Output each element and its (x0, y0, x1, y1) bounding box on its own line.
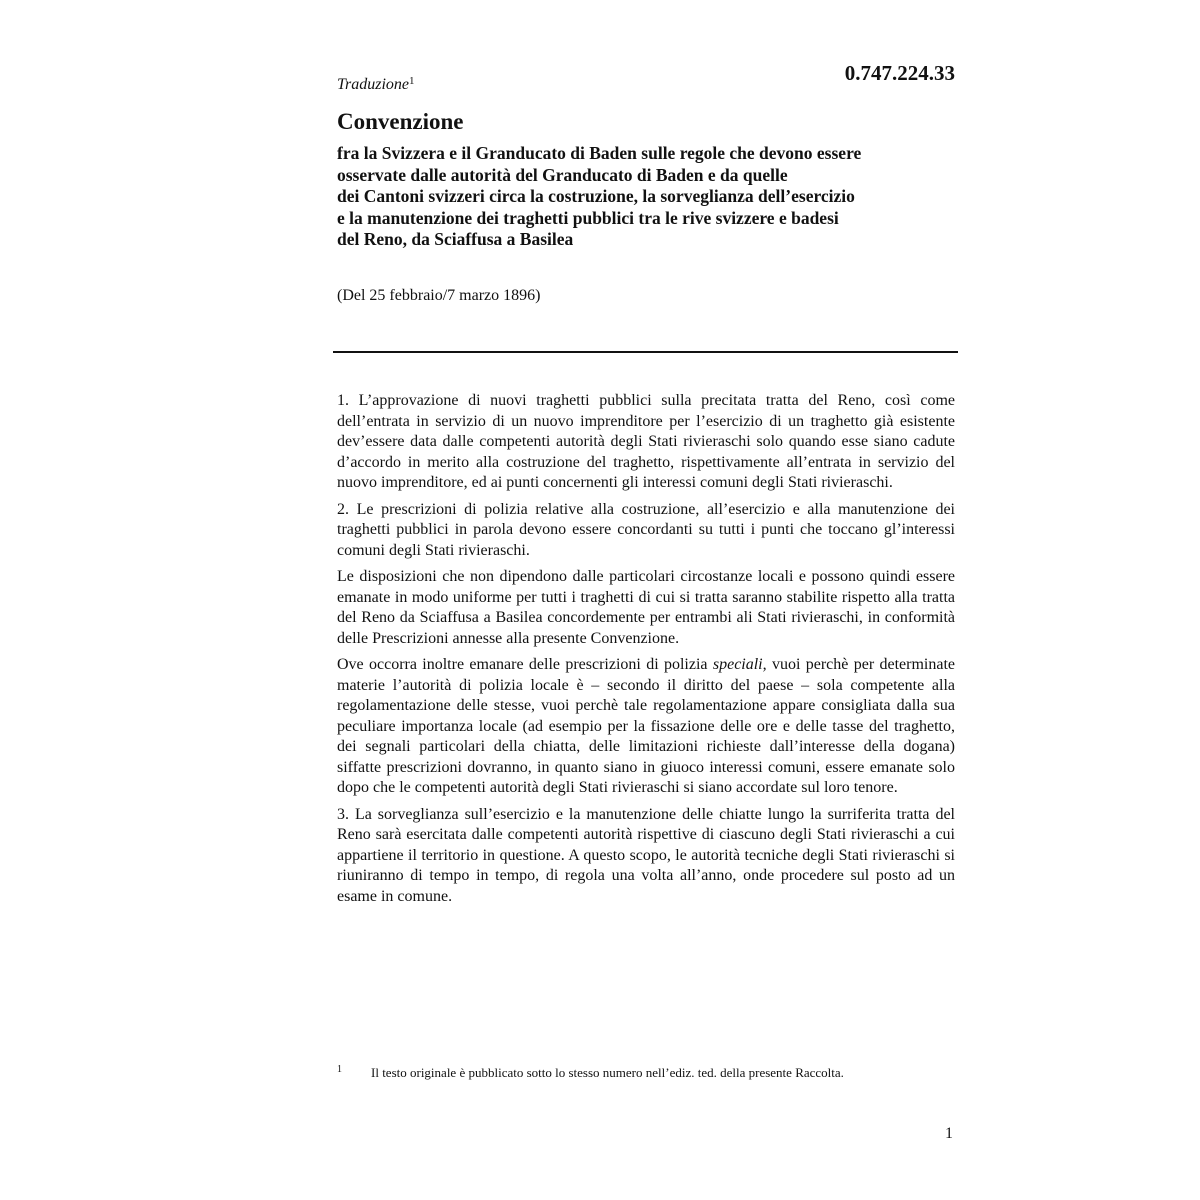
translation-label-text: Traduzione (337, 76, 410, 93)
paragraph-general-provisions: Le disposizioni che non dipendono dalle particolari circostanze locali e possono quindi essere emanate in modo uniforme per tutti i traghetti di cui si tratta saranno stabilite rispetto alla tratta del Reno da Sciaffusa a Basilea concordemente per entrambi ali Stati rivieraschi, in conformità delle Prescrizioni annesse alla presente Convenzione. (337, 568, 955, 647)
document-number: 0.747.224.33 (844, 61, 955, 85)
paragraph-article-2: 2. Le prescrizioni di polizia relative alla costruzione, all’esercizio e alla manutenzione dei traghetti pubblici in parola devono essere concordanti su tutti i punti che toccano gl’interessi comuni degli Stati rivieraschi. (337, 500, 955, 559)
header-separator-rule (333, 351, 958, 353)
translation-label (337, 75, 415, 94)
document-body (337, 391, 955, 913)
footnote-reference[interactable]: 1 (409, 75, 415, 87)
footnote-text: Il testo originale è pubblicato sotto lo stesso numero nell’ediz. ted. della presente Raccolta. (371, 1065, 844, 1080)
subtitle-line: del Reno, da Sciaffusa a Basilea (337, 229, 574, 249)
paragraph-special-provisions (337, 655, 955, 799)
paragraph-article-3: 3. La sorveglianza sull’esercizio e la manutenzione delle chiatte lungo la surriferita tratta del Reno sarà esercitata dalle competenti autorità rispettive di ciascuno degli Stati rivieraschi a cui appartiene il territorio in questione. A questo scopo, le autorità tecniche degli Stati rivieraschi si riuniranno di tempo in tempo, di regola una volta all’anno, onde procedere sul posto ad un esame in comune. (337, 805, 955, 905)
subtitle-line: osservate dalle autorità del Granducato di Baden e da quelle (337, 164, 788, 185)
subtitle-line: e la manutenzione dei traghetti pubblici tra le rive svizzere e badesi (337, 207, 839, 228)
paragraph-article-1: 1. L’approvazione di nuovi traghetti pubblici sulla precitata tratta del Reno, così come dell’entrata in servizio di un nuovo imprenditore per l’esercizio di un traghetto già esistente dev’essere data dalle competenti autorità degli Stati rivieraschi solo quando esse siano cadute d’accordo in merito alla costruzione del traghetto, rispettivamente all’entrata in servizio del nuovo imprenditore, ed ai punti concernenti gli interessi comuni degli Stati rivieraschi. (337, 392, 955, 491)
footnote (337, 1064, 937, 1081)
footnote-mark: 1 (337, 1064, 342, 1075)
document-date: (Del 25 febbraio/7 marzo 1896) (337, 287, 541, 304)
page-number: 1 (945, 1125, 953, 1142)
special-text-after: vuoi perchè per determinate materie l’autorità di polizia locale è – secondo il diritto del paese – sola competente alla regolamentazione delle stesse, vuoi perchè tale regolamentazione appare consigliata dalla sua peculiare importanza locale (ad esempio per la fissazione delle ore e delle tasse del traghetto, dei segnali particolari della chiatta, delle limitazioni richieste dall’interesse della dogana) siffatte prescrizioni dovranno, in quanto siano in giuoco interessi comuni, essere emanate solo dopo che le competenti autorità degli Stati rivieraschi si siano accordate sul loro tenore. (337, 656, 955, 796)
special-text-before: Ove occorra inoltre emanare delle prescrizioni di polizia (337, 656, 713, 673)
special-emphasis: speciali, (712, 656, 767, 673)
subtitle-line: fra la Svizzera e il Granducato di Baden sulle regole che devono essere (337, 143, 862, 163)
subtitle-line: dei Cantoni svizzeri circa la costruzione, la sorveglianza dell’esercizio (337, 186, 855, 206)
document-subtitle (337, 143, 977, 251)
document-title: Convenzione (337, 109, 464, 134)
